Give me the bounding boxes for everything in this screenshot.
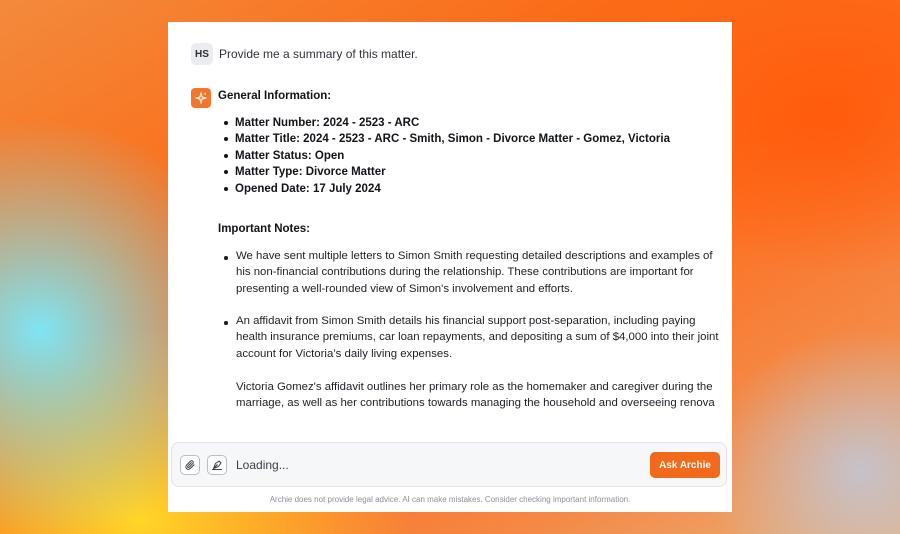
sign-button[interactable] <box>207 455 227 475</box>
note-paragraph: We have sent multiple letters to Simon Smith requesting detailed descriptions and examples of his non-financial contributions during the relationship. These contributions are important for presenting a well-rounded view of Simon's involvement and efforts. <box>236 250 713 295</box>
message-composer <box>171 442 727 487</box>
ask-archie-button[interactable]: Ask Archie <box>650 452 720 478</box>
list-item: Opened Date: 17 July 2024 <box>222 181 670 197</box>
general-info-list <box>222 115 670 197</box>
user-message: Provide me a summary of this matter. <box>219 47 418 61</box>
bullet-icon <box>224 256 228 260</box>
attach-button[interactable] <box>180 455 200 475</box>
chat-thread <box>168 22 732 440</box>
note-paragraph: Victoria Gomez's affidavit outlines her primary role as the homemaker and caregiver during the marriage, as well as her contributions towards managing the household and overseeing renova <box>236 380 715 410</box>
user-avatar: HS <box>191 43 213 65</box>
general-info-heading: General Information: <box>218 90 332 102</box>
note-item <box>222 248 722 297</box>
list-item: Matter Title: 2024 - 2523 - ARC - Smith, Simon - Divorce Matter - Gomez, Victoria <box>222 131 670 147</box>
bullet-icon <box>224 321 228 325</box>
disclaimer-text: Archie does not provide legal advice. AI can make mistakes. Consider checking important information. <box>269 495 631 504</box>
list-item: Matter Type: Divorce Matter <box>222 164 670 180</box>
chat-input[interactable] <box>236 458 536 472</box>
list-item: Matter Number: 2024 - 2523 - ARC <box>222 115 670 131</box>
paperclip-icon <box>184 459 196 471</box>
note-item <box>222 313 722 411</box>
list-item: Matter Status: Open <box>222 148 670 164</box>
note-paragraph: An affidavit from Simon Smith details his financial support post-separation, including paying health insurance premiums, car loan repayments, and depositing a sum of $4,000 into their joint account for Victoria’s daily living expenses. <box>236 315 719 360</box>
user-message-row <box>191 43 418 65</box>
pen-nib-icon <box>211 459 223 471</box>
sparkle-icon <box>191 88 211 108</box>
important-notes-heading: Important Notes: <box>218 223 310 235</box>
chat-panel <box>168 22 732 512</box>
